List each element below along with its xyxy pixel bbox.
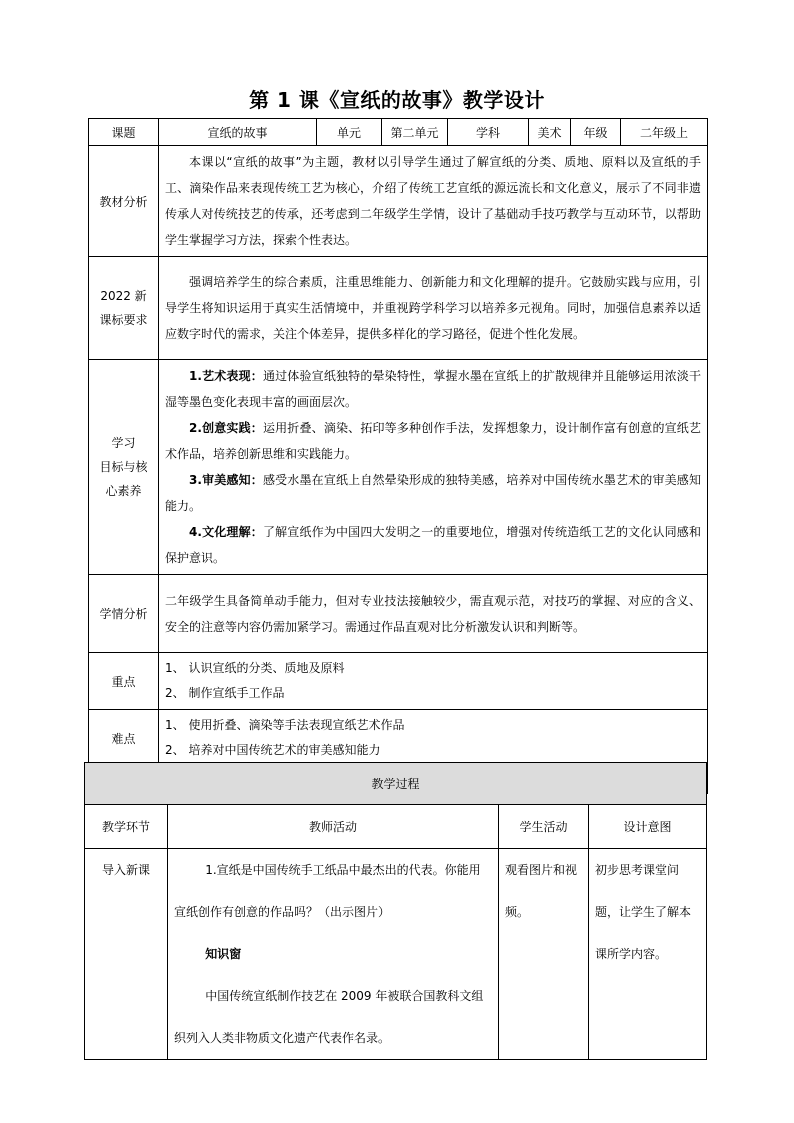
learners-label: 学情分析 [89, 575, 159, 653]
process-table [84, 762, 707, 1060]
learners-cell [159, 575, 708, 653]
goal-item-head: 3.审美感知： [189, 473, 263, 487]
standard-label [89, 257, 159, 360]
lesson-info-table [88, 118, 708, 794]
materials-label: 材料准备 [89, 767, 159, 794]
list-item: 1、 认识宣纸的分类、质地及原料 [165, 661, 345, 675]
grade-value: 二年级上 [621, 119, 708, 146]
difficulties-label: 难点 [89, 710, 159, 767]
process-heading: 教学过程 [85, 763, 707, 805]
goal-item-head: 4.文化理解： [189, 525, 263, 539]
list-item: 1、 使用折叠、滴染等手法表现宣纸艺术作品 [165, 718, 405, 732]
analysis-label: 教材分析 [89, 146, 159, 257]
col-teacher: 教师活动 [168, 805, 499, 849]
page-title: 第 1 课《宣纸的故事》教学设计 [249, 88, 545, 112]
col-stage: 教学环节 [85, 805, 168, 849]
col-intent: 设计意图 [589, 805, 707, 849]
stage-cell: 导入新课 [85, 849, 168, 1060]
goals-cell [159, 360, 708, 575]
teacher-paragraph: 1.宣纸是中国传统手工纸品中最杰出的代表。你能用宣纸创作有创意的作品吗？（出示图片） [174, 863, 481, 919]
subject-label: 学科 [448, 119, 529, 146]
standard-cell [159, 257, 708, 360]
goal-item [165, 519, 701, 571]
goals-label-line2: 目标与核 [99, 460, 148, 474]
analysis-cell [159, 146, 708, 257]
list-item: 2、 制作宣纸手工作品 [165, 686, 285, 700]
teacher-knowledge-title: 知识窗 [205, 947, 242, 961]
teacher-knowledge-heading [174, 933, 492, 975]
standard-text: 强调培养学生的综合素质，注重思维能力、创新能力和文化理解的提升。它鼓励实践与应用，引导学生将知识运用于真实生活情境中，并重视跨学科学习以培养多元视角。同时，加强信息素养以适应数字时代的需求，关注个体差异，提供多样化的学习路径，促进个性化发展。 [165, 275, 701, 341]
student-text: 观看图片和视频。 [505, 863, 578, 919]
col-student: 学生活动 [499, 805, 589, 849]
intent-text: 初步思考课堂问题，让学生了解本课所学内容。 [595, 863, 692, 961]
analysis-text: 本课以“宣纸的故事”为主题，教材以引导学生通过了解宣纸的分类、质地、原料以及宣纸的手工、滴染作品来表现传统工艺为核心，介绍了传统工艺宣纸的源远流长和文化意义，展示了不同非遗传承人对传统技艺的传承，还考虑到二年级学生学情，设计了基础动手技巧教学与互动环节，以帮助学生掌握学习方法，探索个性表达。 [165, 155, 701, 247]
goal-item-text: 了解宣纸作为中国四大发明之一的重要地位，增强对传统造纸工艺的文化认同感和保护意识。 [165, 525, 701, 565]
goal-item-text: 感受水墨在宣纸上自然晕染形成的独特美感，培养对中国传统水墨艺术的审美感知能力。 [165, 473, 701, 513]
goal-item-head: 1.艺术表现： [189, 369, 263, 383]
goal-item-text: 运用折叠、滴染、拓印等多种创作手法，发挥想象力，设计制作富有创意的宣纸艺术作品，培养创新思维和实践能力。 [165, 421, 701, 461]
student-cell [499, 849, 589, 1060]
standard-label-line2: 课标要求 [99, 313, 148, 327]
topic-value: 宣纸的故事 [159, 119, 317, 146]
goals-label-line1: 学习 [111, 436, 136, 450]
learners-text: 二年级学生具备简单动手能力，但对专业技法接触较少，需直观示范，对技巧的掌握、对应的含义、安全的注意等内容仍需加紧学习。需通过作品直观对比分析激发认识和判断等。 [165, 593, 701, 634]
topic-label: 课题 [89, 119, 159, 146]
teacher-cell [168, 849, 499, 1060]
goal-item [165, 415, 701, 467]
teacher-paragraph: 中国传统宣纸制作技艺在 2009 年被联合国教科文组织列入人类非物质文化遗产代表作名录。 [174, 989, 484, 1045]
goal-item [165, 467, 701, 519]
unit-label: 单元 [317, 119, 382, 146]
goals-label [89, 360, 159, 575]
list-item: 2、 培养对中国传统艺术的审美感知能力 [165, 743, 381, 757]
standard-label-line1: 2022 新 [100, 289, 147, 303]
key-points-label: 重点 [89, 653, 159, 710]
goal-item-text: 通过体验宣纸独特的晕染特性，掌握水墨在宣纸上的扩散规律并且能够运用浓淡干湿等墨色变化表现丰富的画面层次。 [165, 369, 701, 409]
goals-label-line3: 心素养 [105, 484, 142, 498]
intent-cell [589, 849, 707, 1060]
goal-item-head: 2.创意实践： [189, 421, 263, 435]
difficulties-cell [159, 710, 708, 767]
subject-value: 美术 [529, 119, 571, 146]
unit-value: 第二单元 [382, 119, 448, 146]
materials-value: 宣纸、颜料、剪刀 [159, 767, 708, 794]
key-points-cell [159, 653, 708, 710]
goal-item [165, 363, 701, 415]
grade-label: 年级 [571, 119, 621, 146]
